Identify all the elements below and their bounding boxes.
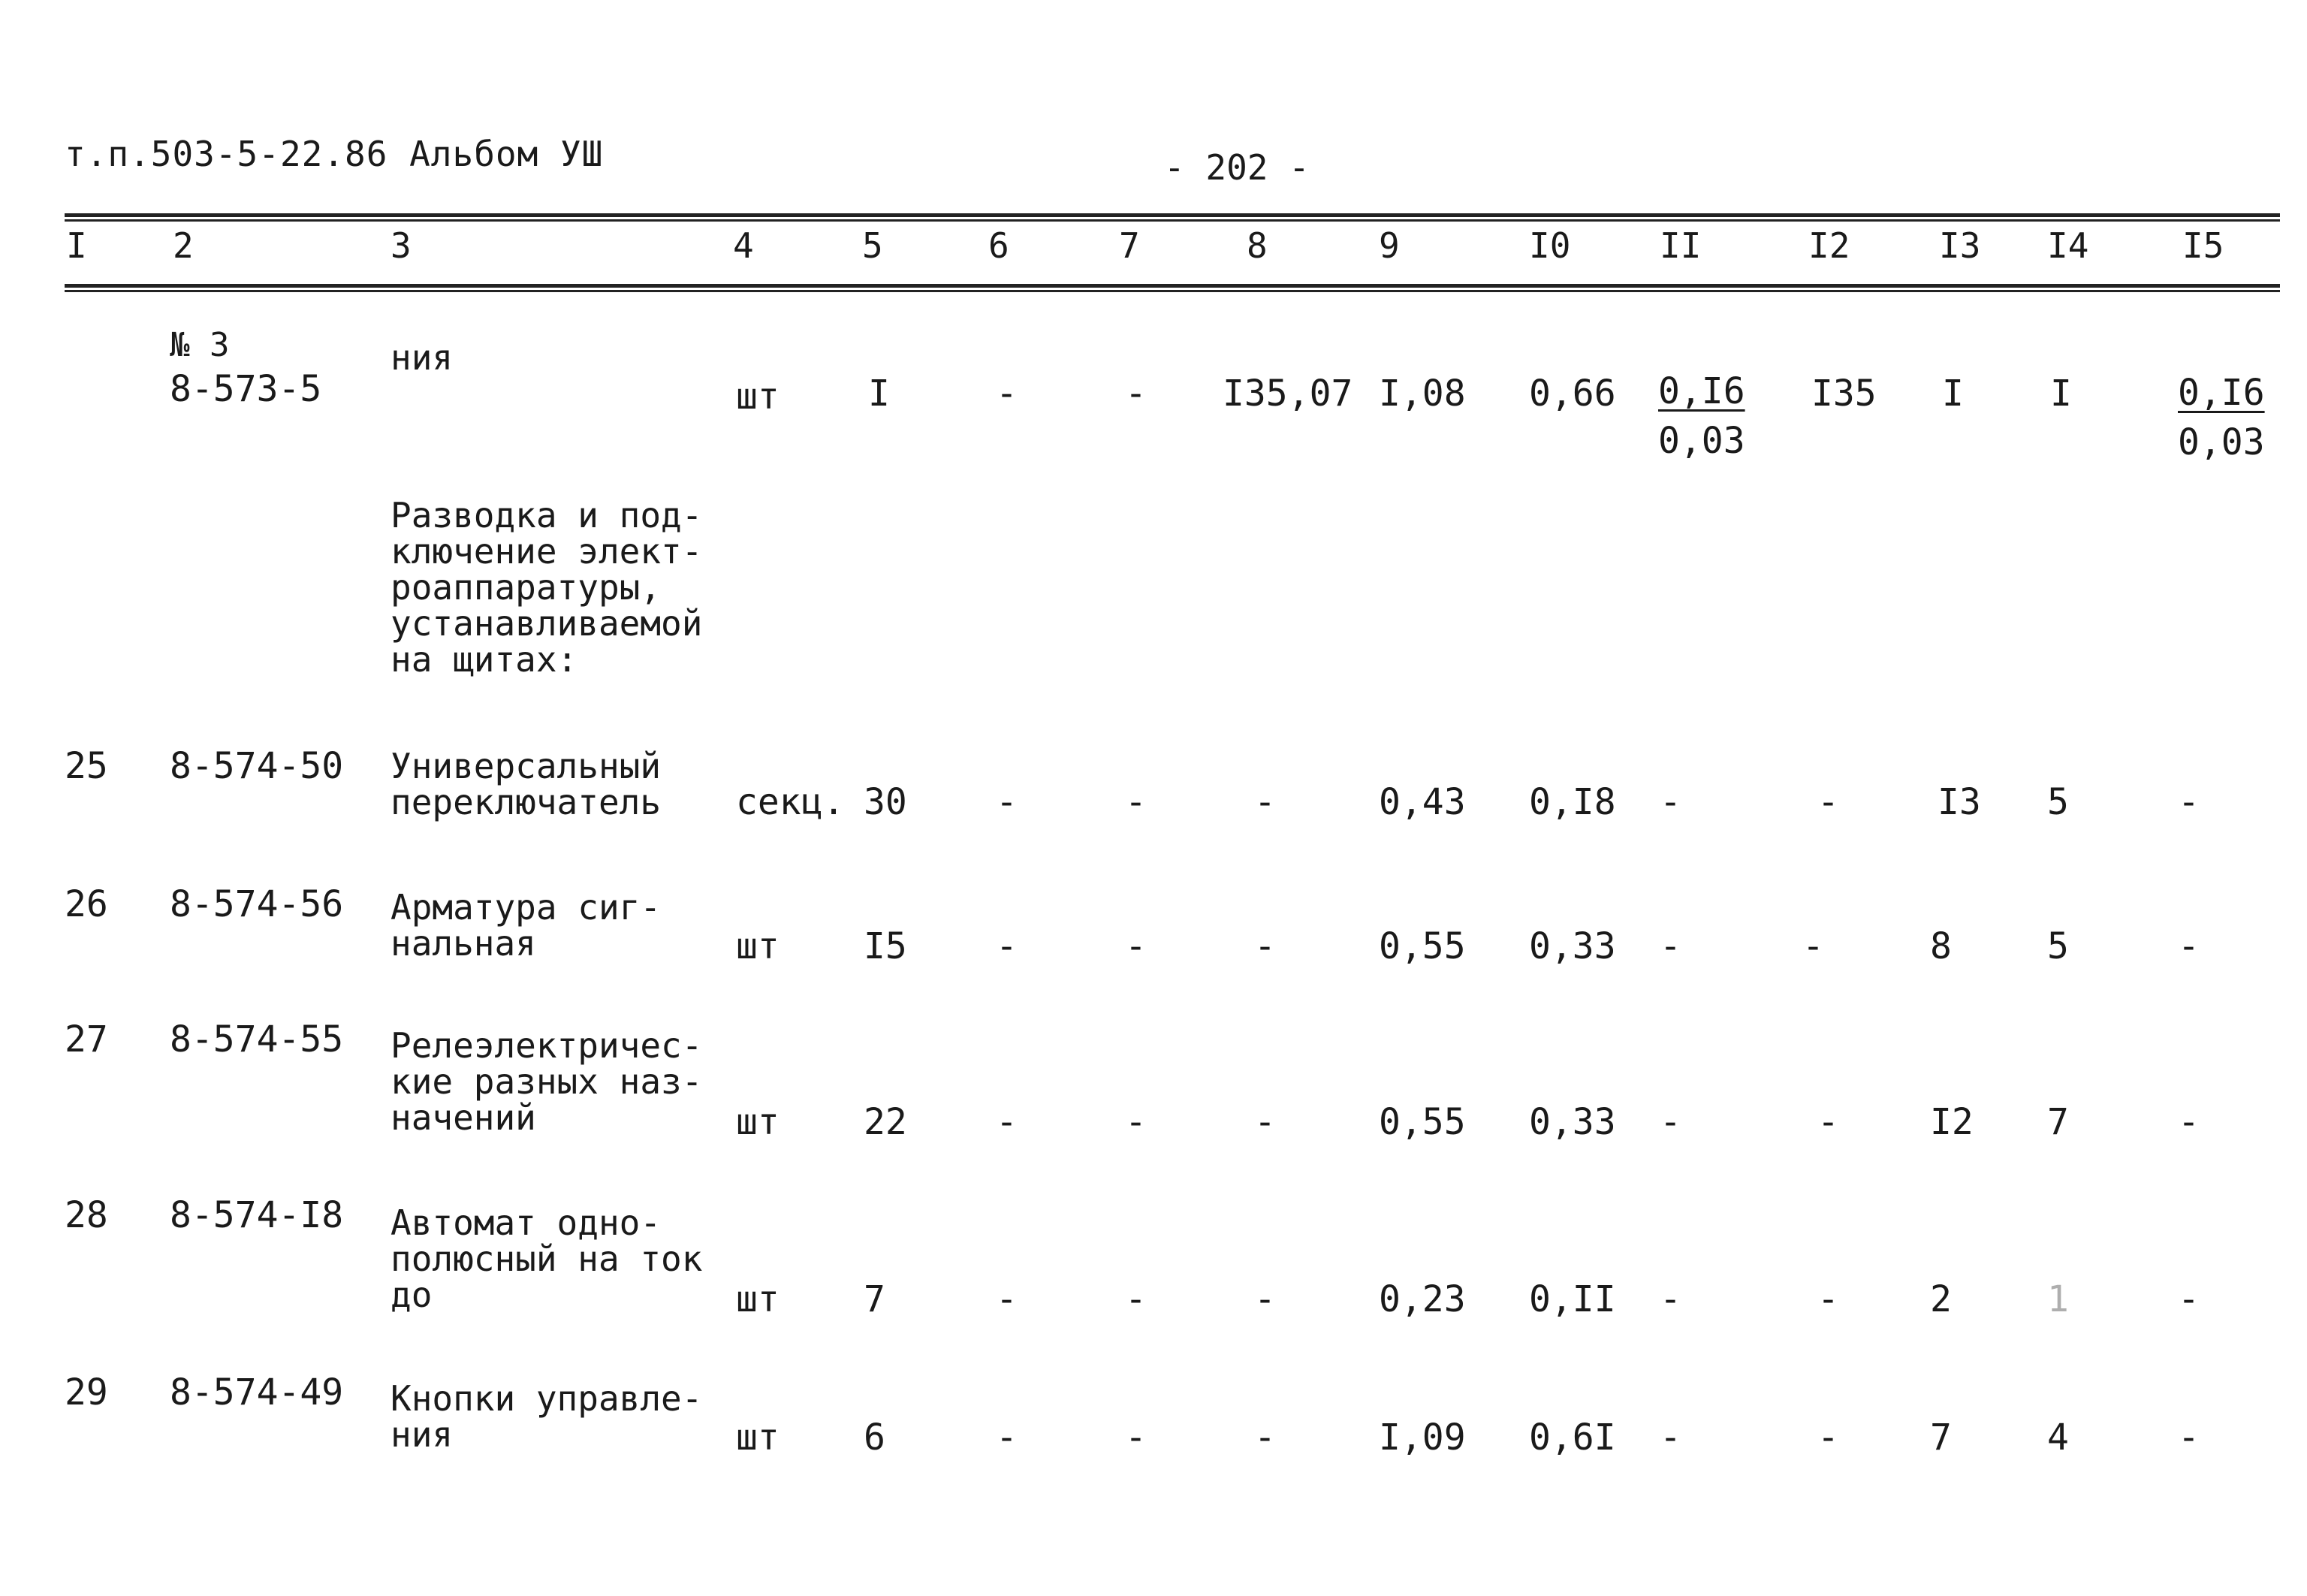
row-name: Релеэлектричес- кие разных наз- начений <box>391 1025 703 1138</box>
header-bottom-rule-inner <box>65 290 2280 292</box>
row-code: 8-574-I8 <box>170 1194 344 1236</box>
intro-c14: I <box>2050 373 2072 415</box>
row-c12: - <box>1817 781 1839 823</box>
row-c7: - <box>1125 1278 1147 1320</box>
document-header: т.п.503-5-22.86 Альбом УШ <box>65 134 604 174</box>
row-c10: 0,6I <box>1529 1416 1616 1459</box>
row-number: 25 <box>65 745 108 787</box>
row-c13: 8 <box>1930 925 1952 967</box>
row-c8: - <box>1254 1278 1276 1320</box>
row-c7: - <box>1125 781 1147 823</box>
row-code: 8-574-56 <box>170 883 344 925</box>
row-c6: - <box>996 1101 1018 1143</box>
row-c11: - <box>1660 1101 1681 1143</box>
row-c11: - <box>1660 1416 1681 1459</box>
row-qty: 6 <box>864 1416 885 1459</box>
intro-unit: шт <box>736 376 780 418</box>
intro-c12: I35 <box>1811 373 1877 415</box>
row-code: 8-574-55 <box>170 1018 344 1060</box>
col-header-9: 9 <box>1379 225 1400 266</box>
row-c8: - <box>1254 1416 1276 1459</box>
intro-qty: I <box>868 373 890 415</box>
row-unit: шт <box>736 1416 780 1459</box>
intro-code: 8-573-5 <box>170 368 322 410</box>
col-header-13: I3 <box>1939 225 1981 266</box>
row-c14: 5 <box>2047 781 2069 823</box>
code-prefix: № 3 <box>170 326 230 364</box>
row-c10: 0,33 <box>1529 925 1616 967</box>
page-number: - 202 - <box>1164 147 1310 188</box>
row-number: 29 <box>65 1371 108 1413</box>
col-header-14: I4 <box>2047 225 2089 266</box>
row-c15: - <box>2178 1416 2200 1459</box>
row-c7: - <box>1125 1416 1147 1459</box>
row-c15: - <box>2178 925 2200 967</box>
row-code: 8-574-50 <box>170 745 344 787</box>
intro-c9: I,08 <box>1379 373 1466 415</box>
row-c12: - <box>1817 1416 1839 1459</box>
row-c15: - <box>2178 1278 2200 1320</box>
intro-name: ния <box>391 337 454 378</box>
col-header-11: II <box>1660 225 1702 266</box>
col-header-6: 6 <box>988 225 1009 266</box>
row-c12: - <box>1817 1278 1839 1320</box>
col-header-10: I0 <box>1529 225 1571 266</box>
col-header-8: 8 <box>1247 225 1268 266</box>
row-c8: - <box>1254 925 1276 967</box>
row-c11: - <box>1660 1278 1681 1320</box>
row-unit: шт <box>736 1278 780 1320</box>
row-number: 27 <box>65 1018 108 1060</box>
row-c14: 4 <box>2047 1416 2069 1459</box>
row-c9: 0,55 <box>1379 1101 1466 1143</box>
intro-c15-denominator: 0,03 <box>2178 421 2265 463</box>
intro-c7: - <box>1125 373 1147 415</box>
header-top-rule-inner <box>65 219 2280 222</box>
col-header-2: 2 <box>173 225 194 266</box>
col-header-7: 7 <box>1119 225 1140 266</box>
row-qty: 22 <box>864 1101 907 1143</box>
row-c10: 0,II <box>1529 1278 1616 1320</box>
intro-c6: - <box>996 373 1018 415</box>
intro-c15-numerator: 0,I6 <box>2178 372 2265 414</box>
row-unit: шт <box>736 925 780 967</box>
row-name: Кнопки управле- ния <box>391 1378 703 1455</box>
col-header-4: 4 <box>733 225 754 266</box>
row-c12: - <box>1802 925 1824 967</box>
section-heading: Разводка и под- ключение элект- роаппаратуры, устанавливаемой на щитах: <box>391 495 703 680</box>
row-c14: 7 <box>2047 1101 2069 1143</box>
row-qty: I5 <box>864 925 907 967</box>
row-c13: I2 <box>1930 1101 1974 1143</box>
row-c14: 1 <box>2047 1278 2069 1320</box>
row-name: Арматура сиг- нальная <box>391 887 662 964</box>
row-c6: - <box>996 925 1018 967</box>
col-header-12: I2 <box>1808 225 1850 266</box>
row-c13: 2 <box>1930 1278 1952 1320</box>
row-code: 8-574-49 <box>170 1371 344 1413</box>
row-c13: 7 <box>1930 1416 1952 1459</box>
row-qty: 7 <box>864 1278 885 1320</box>
row-c11: - <box>1660 781 1681 823</box>
col-header-3: 3 <box>391 225 412 266</box>
row-qty: 30 <box>864 781 907 823</box>
col-header-1: I <box>66 225 87 266</box>
row-c9: I,09 <box>1379 1416 1466 1459</box>
row-c8: - <box>1254 781 1276 823</box>
row-c11: - <box>1660 925 1681 967</box>
header-bottom-rule <box>65 284 2280 288</box>
row-c7: - <box>1125 925 1147 967</box>
row-c15: - <box>2178 1101 2200 1143</box>
row-c10: 0,33 <box>1529 1101 1616 1143</box>
col-header-15: I5 <box>2182 225 2224 266</box>
row-name: Универсальный переключатель <box>391 746 662 822</box>
row-c10: 0,I8 <box>1529 781 1616 823</box>
row-c6: - <box>996 1278 1018 1320</box>
row-unit: шт <box>736 1101 780 1143</box>
row-c7: - <box>1125 1101 1147 1143</box>
header-top-rule <box>65 213 2280 217</box>
row-unit: секц. <box>736 781 845 823</box>
row-c9: 0,23 <box>1379 1278 1466 1320</box>
intro-c13: I <box>1942 373 1964 415</box>
row-number: 28 <box>65 1194 108 1236</box>
col-header-5: 5 <box>862 225 883 266</box>
row-c8: - <box>1254 1101 1276 1143</box>
row-c13: I3 <box>1938 781 1981 823</box>
row-name: Автомат одно- полюсный на ток до <box>391 1202 703 1315</box>
intro-c11-fraction <box>1658 367 1745 466</box>
row-number: 26 <box>65 883 108 925</box>
intro-c15-fraction <box>2178 368 2265 467</box>
intro-c11-denominator: 0,03 <box>1658 420 1745 462</box>
intro-c10: 0,66 <box>1529 373 1616 415</box>
row-c6: - <box>996 1416 1018 1459</box>
row-c9: 0,55 <box>1379 925 1466 967</box>
row-c6: - <box>996 781 1018 823</box>
row-c9: 0,43 <box>1379 781 1466 823</box>
intro-c11-numerator: 0,I6 <box>1658 370 1745 412</box>
row-c15: - <box>2178 781 2200 823</box>
row-c14: 5 <box>2047 925 2069 967</box>
row-c12: - <box>1817 1101 1839 1143</box>
intro-c8: I35,07 <box>1223 373 1353 415</box>
